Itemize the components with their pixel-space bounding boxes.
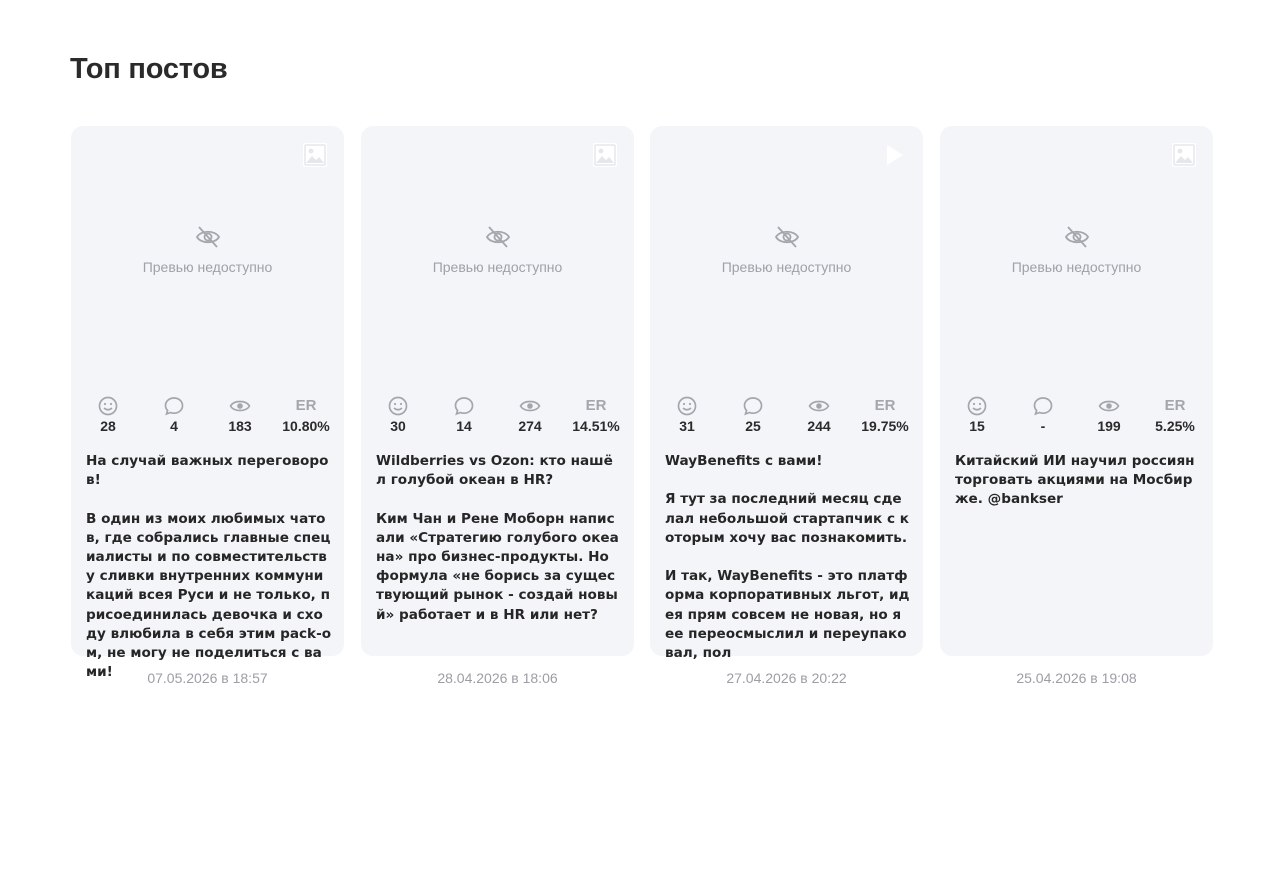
preview-placeholder — [361, 224, 634, 275]
er-label: ER — [585, 397, 607, 414]
views-stat — [495, 396, 565, 434]
post-text: Китайский ИИ научил россиян торговать акциями на Мосбирже. @bankser — [955, 453, 1200, 508]
reactions-count: 30 — [390, 418, 406, 434]
views-stat — [205, 396, 275, 434]
eye-icon — [1098, 396, 1120, 416]
post-card-column — [361, 126, 634, 686]
comments-stat — [1008, 396, 1078, 434]
comment-icon — [163, 396, 185, 416]
eye-off-icon — [195, 224, 221, 250]
reactions-count: 15 — [969, 418, 985, 434]
preview-unavailable-label: Превью недоступно — [721, 259, 852, 275]
preview-unavailable-label: Превью недоступно — [142, 259, 273, 275]
views-count: 199 — [1097, 418, 1121, 434]
post-card[interactable] — [940, 126, 1213, 656]
post-date: 28.04.2026 в 18:06 — [437, 670, 558, 686]
eye-off-icon — [485, 224, 511, 250]
views-count: 274 — [518, 418, 542, 434]
er-value: 19.75% — [861, 418, 909, 434]
reactions-stat — [73, 396, 143, 434]
post-date: 25.04.2026 в 19:08 — [1016, 670, 1137, 686]
image-icon — [1171, 142, 1197, 168]
preview-unavailable-label: Превью недоступно — [1011, 259, 1142, 275]
smile-icon — [97, 396, 119, 416]
preview-placeholder — [650, 224, 923, 275]
reactions-stat — [363, 396, 433, 434]
post-card[interactable] — [361, 126, 634, 656]
er-value: 5.25% — [1155, 418, 1195, 434]
smile-icon — [676, 396, 698, 416]
post-text: WayBenefits с вами! Я тут за последний месяц сделал небольшой стартапчик с которым хочу вас познакомить. И так, WayBenefits - это платформа корпоративных льгот, идея прям совсем не новая, но я ее переосмыслил и переупаковал, пол — [665, 453, 910, 662]
er-stat — [1140, 396, 1210, 434]
reactions-count: 28 — [100, 418, 116, 434]
views-count: 183 — [228, 418, 252, 434]
er-label: ER — [874, 397, 896, 414]
er-stat — [850, 396, 920, 434]
post-card[interactable] — [650, 126, 923, 662]
post-card-column — [940, 126, 1213, 686]
page-title: Топ постов — [70, 53, 228, 85]
comments-stat — [429, 396, 499, 434]
preview-placeholder — [71, 224, 344, 275]
post-stats — [361, 396, 634, 440]
comment-icon — [1032, 396, 1054, 416]
image-icon — [592, 142, 618, 168]
comment-icon — [453, 396, 475, 416]
image-icon — [302, 142, 328, 168]
views-stat — [784, 396, 854, 434]
preview-unavailable-label: Превью недоступно — [432, 259, 563, 275]
comments-stat — [139, 396, 209, 434]
views-count: 244 — [807, 418, 831, 434]
er-label: ER — [295, 397, 317, 414]
eye-off-icon — [1064, 224, 1090, 250]
reactions-count: 31 — [679, 418, 695, 434]
views-stat — [1074, 396, 1144, 434]
eye-off-icon — [774, 224, 800, 250]
post-date: 27.04.2026 в 20:22 — [726, 670, 847, 686]
smile-icon — [387, 396, 409, 416]
eye-icon — [229, 396, 251, 416]
post-stats — [650, 396, 923, 440]
eye-icon — [808, 396, 830, 416]
play-icon — [881, 142, 907, 168]
post-text: На случай важных переговоров! В один из моих любимых чатов, где собрались главные специалисты и по совместительству сливки внутренних коммуникаций всея Руси и не только, присоединилась девочка и сходу влюбила в себя этим pack-ом, не могу не поделиться с вами! — [86, 453, 332, 681]
post-stats — [940, 396, 1213, 440]
comments-count: 25 — [745, 418, 761, 434]
er-label: ER — [1164, 397, 1186, 414]
post-text: Wildberries vs Ozon: кто нашёл голубой океан в HR? Ким Чан и Рене Моборн написали «Стратегию голубого океана» про бизнес-продукты. Но формула «не борись за существующий рынок - создай новый» работает и в HR или нет? — [376, 453, 619, 623]
eye-icon — [519, 396, 541, 416]
er-value: 14.51% — [572, 418, 620, 434]
comments-count: 14 — [456, 418, 472, 434]
top-posts-grid — [71, 126, 1213, 716]
er-value: 10.80% — [282, 418, 330, 434]
reactions-stat — [942, 396, 1012, 434]
comments-count: - — [1040, 418, 1046, 434]
post-date: 07.05.2026 в 18:57 — [147, 670, 268, 686]
er-stat — [561, 396, 631, 434]
comments-stat — [718, 396, 788, 434]
er-stat — [271, 396, 341, 434]
reactions-stat — [652, 396, 722, 434]
comment-icon — [742, 396, 764, 416]
post-stats — [71, 396, 344, 440]
post-card-column — [650, 126, 923, 686]
preview-placeholder — [940, 224, 1213, 275]
post-card-column — [71, 126, 344, 686]
comments-count: 4 — [170, 418, 178, 434]
smile-icon — [966, 396, 988, 416]
